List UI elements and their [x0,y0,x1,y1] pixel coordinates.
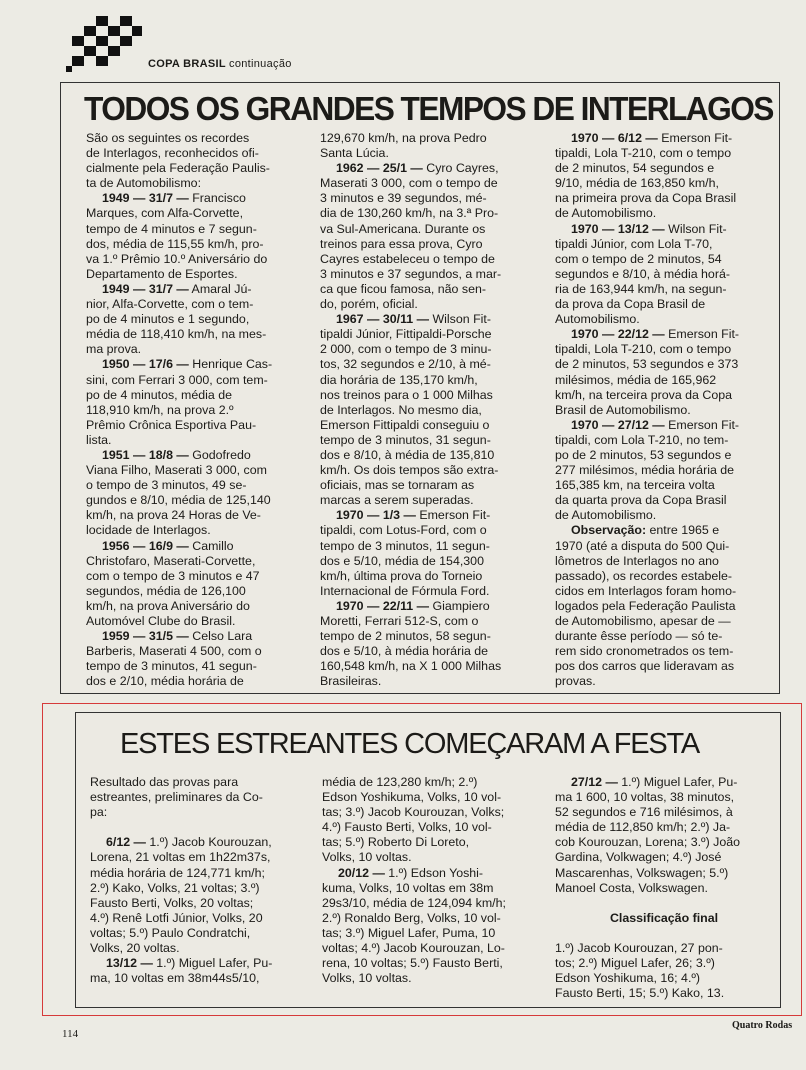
text-line: tipaldi Júnior, com Lola T-70, [555,236,713,251]
text-line: Brasil de Automobilismo. [555,402,691,417]
text-line: dia de 130,260 km/h, na 3.ª Pro- [320,206,499,221]
text-line: voltas; 4.º) Jacob Kourouzan, Lo- [322,941,505,956]
text-line: nior, Alfa-Corvette, com o tem- [86,297,254,312]
text-line: de Automobilismo. [555,508,657,523]
text-line: tipaldi, Lola T-210, com o tempo [555,342,732,357]
text-line: 6/12 — 1.º) Jacob Kourouzan, [106,835,272,850]
text-line: Brasileiras. [320,674,382,689]
text-line: 1967 — 30/11 — Wilson Fit- [336,312,491,327]
text-line: Mascarenhas, Volkswagen; 5.º) [555,865,729,880]
section-continuation: continuação [229,58,292,70]
text-line: 1959 — 31/5 — Celso Lara [102,629,253,644]
text-line: 1970 — 13/12 — Wilson Fit- [571,221,727,236]
text-line: tempo de 4 minutos e 7 segun- [86,221,257,236]
text-line: dia horária de 135,170 km/h, [320,372,478,387]
text-line: Prêmio Crônica Esportiva Pau- [86,417,257,432]
text-line: 1962 — 25/1 — Cyro Cayres, [336,161,499,176]
text-line: pos dos carros que lideravam as [555,659,735,674]
text-line: Christofaro, Maserati-Corvette, [86,553,256,568]
text-line: 2.º) Kako, Volks, 21 voltas; 3.º) [90,880,260,895]
text-line: cob Kourouzan, Lorena; 3.º) João [555,835,741,850]
text-line: de Automobilismo, apesar de — [555,614,731,628]
text-line: milésimos, média de 165,962 [555,372,717,387]
text-line: Santa Lúcia. [320,146,389,161]
page-number: 114 [62,1028,79,1040]
text-line: oficiais, mas se tornaram as [320,478,475,493]
text-line: na primeira prova da Copa Brasil [555,191,737,206]
text-line: 1951 — 18/8 — Godofredo [102,447,251,462]
text-line: tempo de 3 minutos, 41 segun- [86,659,257,674]
section-label [148,58,292,70]
text-line: dos e 2/10, média horária de [86,674,244,689]
text-line: Edson Yoshikuma, 16; 4.º) [555,971,701,986]
text-line: com o tempo de 3 minutos e 47 [86,568,260,583]
text-line: 27/12 — 1.º) Miguel Lafer, Pu- [571,775,738,789]
text-line: tempo de 3 minutos, 11 segun- [320,538,490,553]
text-line: 1949 — 31/7 — Francisco [102,191,246,206]
article-records-column-2 [320,131,545,689]
text-line: tempo de 2 minutos, 58 segun- [320,629,491,644]
text-line: provas. [555,674,596,689]
text-line [90,820,308,835]
text-line: voltas; 5.º) Paulo Condratchi, [90,925,251,940]
text-line: 20/12 — 1.º) Edson Yoshi- [338,865,484,880]
text-line: dos e 5/10, média de 154,300 [320,553,484,568]
text-line: 4.º) Renê Lotfi Júnior, Volks, 20 [90,910,263,925]
text-line: gundos e 8/10, média de 125,140 [86,493,271,508]
text-line: do, porém, oficial. [320,297,418,312]
text-line [555,926,773,941]
text-line: 118,910 km/h, na prova 2.º [86,402,234,417]
text-line: média de 123,280 km/h; 2.º) [322,775,478,789]
magazine-name: Quatro Rodas [732,1020,793,1031]
text-line: tos, 32 segundos e 2/10, à mé- [320,357,491,372]
text-line: cialmente pela Federação Paulis- [86,161,270,176]
text-line: tas; 3.º) Jacob Kourouzan, Volks; [322,805,505,820]
article-rookies-column-1 [90,775,308,986]
text-line: Barberis, Maserati 4 500, com o [86,644,262,659]
text-line: Volks, 20 voltas. [90,941,180,956]
text-line: 2.º) Ronaldo Berg, Volks, 10 vol- [322,910,501,925]
text-line: de Automobilismo. [555,206,657,221]
text-line: 129,670 km/h, na prova Pedro [320,131,487,145]
text-line: de 2 minutos, 54 segundos e [555,161,715,176]
text-line: Viana Filho, Maserati 3 000, com [86,463,267,478]
text-line: Maserati 3 000, com o tempo de [320,176,498,191]
text-line: ria de 163,944 km/h, na segun- [555,281,727,296]
text-line: dos, média de 115,55 km/h, pro- [86,236,264,251]
text-line: km/h, na prova 24 Horas de Ve- [86,508,261,523]
text-line: tempo de 3 minutos, 31 segun- [320,432,491,447]
text-line: 1970 — 22/11 — Giampiero [336,598,490,613]
text-line: va 1.º Prêmio 10.º Aniversário do [86,251,268,266]
text-line: dos e 5/10, à média horária de [320,644,489,659]
text-line: ca que ficou famosa, não sen- [320,281,486,296]
text-line: Fausto Berti, 15; 5.º) Kako, 13. [555,986,725,1001]
text-line: Automóvel Clube do Brasil. [86,614,236,628]
text-line: lômetros de Interlagos no ano [555,553,719,568]
text-line: passado), os recordes estabele- [555,568,733,583]
text-line: média horária de 124,771 km/h; [90,865,265,880]
text-line: cidos em Interlagos foram homo- [555,583,737,598]
text-line: rena, 10 voltas; 5.º) Fausto Berti, [322,956,503,971]
text-line: 4.º) Fausto Berti, Volks, 10 vol- [322,820,492,835]
text-line: ma 1 600, 10 voltas, 38 minutos, [555,790,735,805]
text-line: treinos para essa prova, Cyro [320,236,483,251]
text-line: segundos e 8/10, à média horá- [555,266,730,281]
text-line: 1970 — 27/12 — Emerson Fit- [571,417,740,432]
text-line: 1970 — 1/3 — Emerson Fit- [336,508,491,523]
text-line: tas; 5.º) Roberto Di Loreto, [322,835,470,850]
text-line: média de 118,410 km/h, na mes- [86,327,267,342]
text-line: estreantes, preliminares da Co- [90,790,263,805]
article-rookies-column-3 [555,775,773,1001]
text-line: ma, 10 voltas em 38m44s5/10, [90,971,260,986]
text-line: de 2 minutos, 53 segundos e 373 [555,357,739,372]
text-line: Moretti, Ferrari 512-S, com o [320,614,479,628]
text-line: ma prova. [86,342,142,357]
text-line: Volks, 10 voltas. [322,850,412,865]
text-line: Lorena, 21 voltas em 1h22m37s, [90,850,271,865]
text-line: da quarta prova da Copa Brasil [555,493,727,508]
text-line: tipaldi, com Lotus-Ford, com o [320,523,487,538]
text-line: nos treinos para o 1 000 Milhas [320,387,493,402]
text-line: 160,548 km/h, na X 1 000 Milhas [320,659,502,674]
text-line: ta de Automobilismo: [86,176,202,191]
article-records-title: TODOS OS GRANDES TEMPOS DE INTERLAGOS [84,90,773,127]
text-line: Edson Yoshikuma, Volks, 10 vol- [322,790,502,805]
text-line: Emerson Fittipaldi conseguiu o [320,417,490,432]
text-line: de Interlagos, reconhecidos ofi- [86,146,259,161]
text-line: km/h, na prova Aniversário do [86,598,250,613]
text-line: logados pela Federação Paulista [555,598,736,613]
text-line: 2 000, com o tempo de 3 minu- [320,342,492,357]
text-line: sini, com Ferrari 3 000, com tem- [86,372,268,387]
text-line: o tempo de 3 minutos, 49 se- [86,478,247,493]
text-line: tos; 2.º) Miguel Lafer, 26; 3.º) [555,956,715,971]
text-line: Observação: entre 1965 e [571,523,720,538]
text-line: Classificação final [609,910,719,925]
article-rookies-title: ESTES ESTREANTES COMEÇARAM A FESTA [120,728,700,760]
text-line: 29s3/10, média de 124,094 km/h; [322,895,506,910]
text-line: 1.º) Jacob Kourouzan, 27 pon- [555,941,723,956]
text-line: km/h, última prova do Torneio [320,568,483,583]
text-line [555,896,773,911]
text-line: po de 4 minutos, média de [86,387,233,402]
text-line: 3 minutos e 39 segundos, mé- [320,191,487,206]
text-line: 165,385 km, na terceira volta [555,478,715,493]
text-line: tipaldi, Lola T-210, com o tempo [555,146,732,161]
text-line: 1970 (até a disputa do 500 Qui- [555,538,730,553]
article-records-column-1 [86,131,306,689]
text-line: de Interlagos. No mesmo dia, [320,402,482,417]
text-line: tipaldi, com Lola T-210, no tem- [555,432,729,447]
text-line: po de 4 minutos e 1 segundo, [86,312,250,327]
text-line: 13/12 — 1.º) Miguel Lafer, Pu- [106,956,273,971]
text-line: 3 minutos e 37 segundos, a mar- [320,266,502,281]
text-line: Departamento de Esportes. [86,266,238,281]
text-line: rem sido cronometrados os tem- [555,644,734,659]
text-line: Volks, 10 voltas. [322,971,412,986]
text-line: tipaldi Júnior, Fittipaldi-Porsche [320,327,492,342]
article-records-column-3 [555,131,773,689]
text-line: locidade de Interlagos. [86,523,211,538]
text-line: 277 milésimos, média horária de [555,463,735,478]
article-rookies-column-2 [322,775,540,986]
text-line: Gardina, Volkwagen; 4.º) José [555,850,722,865]
text-line: 52 segundos e 716 milésimos, à [555,805,733,820]
text-line: dos e 8/10, à média de 135,810 [320,447,495,462]
text-line: da prova da Copa Brasil de [555,297,706,312]
checkered-flag-logo [66,14,144,74]
text-line: va Sul-Americana. Durante os [320,221,486,236]
text-line: Resultado das provas para [90,775,239,789]
text-line: 9/10, média de 163,850 km/h, [555,176,719,191]
text-line: Internacional de Fórmula Ford. [320,583,490,598]
text-line: 1970 — 22/12 — Emerson Fit- [571,327,740,342]
text-line: 1950 — 17/6 — Henrique Cas- [102,357,273,372]
text-line: 1949 — 31/7 — Amaral Jú- [102,281,252,296]
text-line: 1956 — 16/9 — Camillo [102,538,234,553]
text-line: km/h, na terceira prova da Copa [555,387,733,402]
text-line: com o tempo de 2 minutos, 54 [555,251,722,266]
text-line: pa: [90,805,108,820]
text-line: lista. [86,432,112,447]
text-line: Fausto Berti, Volks, 20 voltas; [90,895,254,910]
text-line: Manoel Costa, Volkswagen. [555,880,708,895]
text-line: Marques, com Alfa-Corvette, [86,206,244,221]
text-line: durante êsse período — só te- [555,629,723,644]
text-line: segundos, média de 126,100 [86,583,246,598]
text-line: po de 2 minutos, 53 segundos e [555,447,732,462]
text-line: Cayres estabeleceu o tempo de [320,251,495,266]
text-line: São os seguintes os recordes [86,131,250,145]
text-line: kuma, Volks, 10 voltas em 38m [322,880,494,895]
text-line: marcas a serem superadas. [320,493,474,508]
text-line: km/h. Os dois tempos são extra- [320,463,499,478]
text-line: Automobilismo. [555,312,640,327]
text-line: 1970 — 6/12 — Emerson Fit- [571,131,733,145]
text-line: tas; 3.º) Miguel Lafer, Puma, 10 [322,925,496,940]
section-name: COPA BRASIL [148,58,226,70]
text-line: média de 112,850 km/h; 2.º) Ja- [555,820,731,835]
